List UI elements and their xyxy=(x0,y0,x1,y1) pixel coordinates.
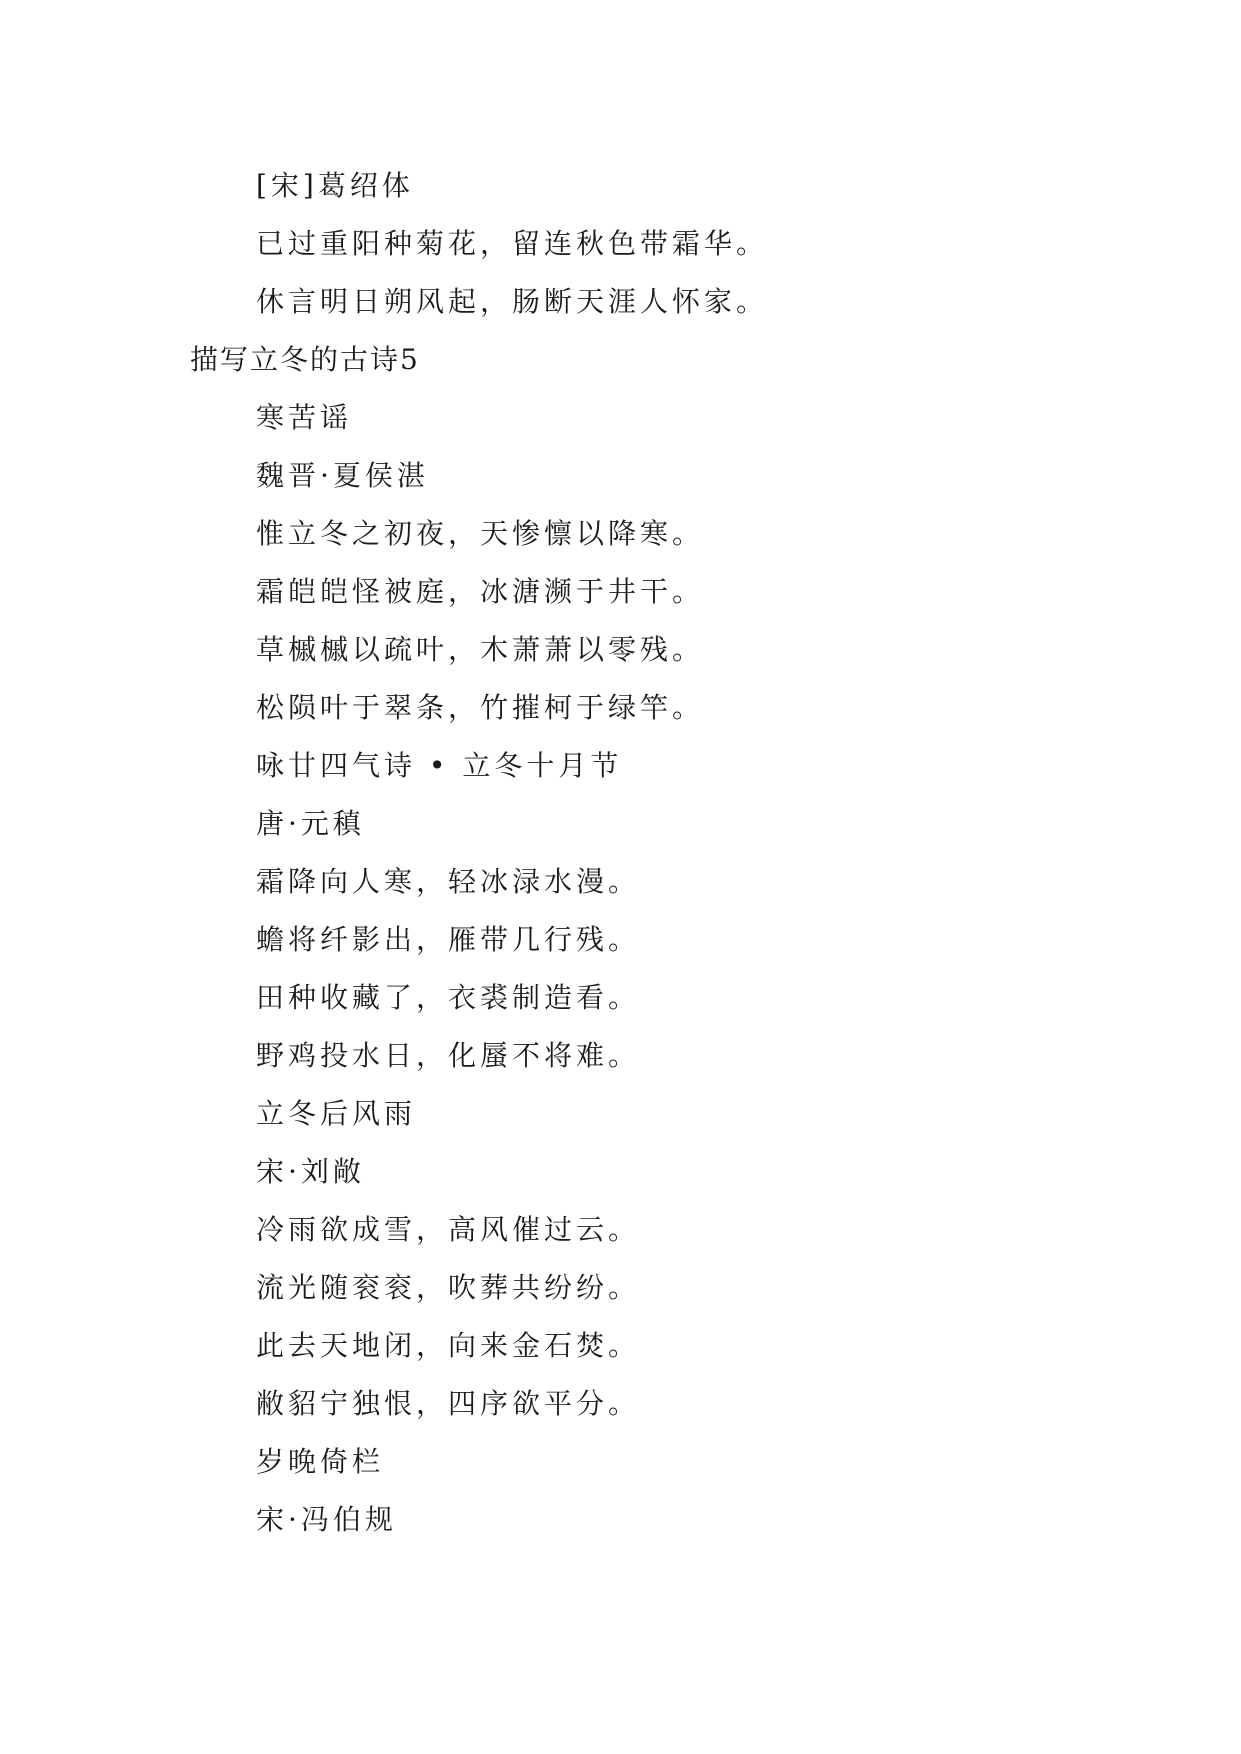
poem-line: 野鸡投水日，化蜃不将难。 xyxy=(256,1039,641,1072)
poem-title: 寒苦谣 xyxy=(256,401,353,434)
poem-line: 田种收藏了，衣裘制造看。 xyxy=(256,981,641,1014)
poem-line: 流光随衮衮，吹葬共纷纷。 xyxy=(256,1271,641,1304)
poem-author: [宋]葛绍体 xyxy=(256,169,414,202)
poem-line: 松陨叶于翠条，竹摧柯于绿竿。 xyxy=(256,691,705,724)
poem-title: 岁晚倚栏 xyxy=(256,1445,385,1478)
poem-line: 冷雨欲成雪，高风催过云。 xyxy=(256,1213,641,1246)
poem-author: 唐·元稹 xyxy=(256,807,365,840)
poem-line: 惟立冬之初夜，天惨懔以降寒。 xyxy=(256,517,705,550)
poem-line: 已过重阳种菊花，留连秋色带霜华。 xyxy=(256,227,769,260)
poem-line: 霜降向人寒，轻冰渌水漫。 xyxy=(256,865,641,898)
poem-author: 魏晋·夏侯湛 xyxy=(256,459,429,492)
poem-title: 立冬后风雨 xyxy=(256,1097,417,1130)
poem-title: 咏廿四气诗 • 立冬十月节 xyxy=(256,749,623,782)
section-heading: 描写立冬的古诗5 xyxy=(190,343,420,376)
poem-line: 霜皑皑怪被庭，冰溏濒于井干。 xyxy=(256,575,705,608)
poem-line: 休言明日朔风起，肠断天涯人怀家。 xyxy=(256,285,769,318)
poem-line: 蟾将纤影出，雁带几行残。 xyxy=(256,923,641,956)
poem-line: 此去天地闭，向来金石焚。 xyxy=(256,1329,641,1362)
poem-line: 草槭槭以疏叶，木萧萧以零残。 xyxy=(256,633,705,666)
poem-author: 宋·冯伯规 xyxy=(256,1503,397,1536)
poem-line: 敝貂宁独恨，四序欲平分。 xyxy=(256,1387,641,1420)
poem-author: 宋·刘敞 xyxy=(256,1155,365,1188)
